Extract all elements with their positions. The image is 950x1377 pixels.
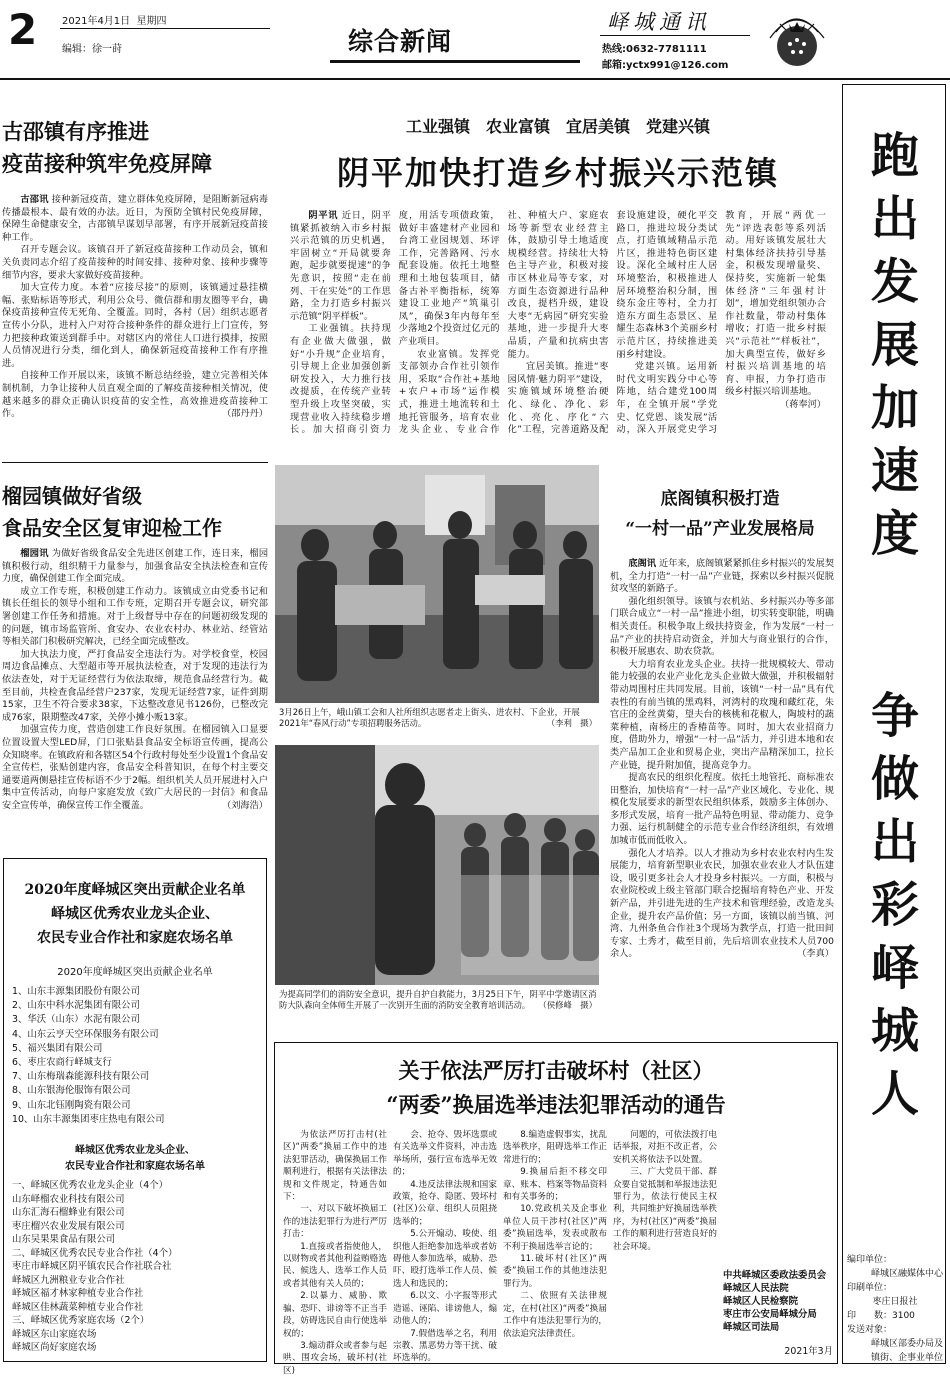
- notice-col: 8.编造虚假事实，扰乱选举秩序，阻碍选举工作正常进行的； 9.换届后拒不移交印章、账本、档案等物品资料和有关事务的； 10.党政机关及企事业单位人员干涉村(社区)“两委”换届选举，发表或散布不利于换届选举言论的； 11.破坏村(社区)“两委”换届工作的其他违法犯罪行为。 二、依照有关法律规定，在村(社区)“两委”换届工作中有违法犯罪行为的，依法追究法律责任。: [503, 1130, 607, 1339]
- colophon: 编印单位： 峄城区融媒体中心 印刷单位： 枣庄日报社 印 数：3100 发送对象： 峄城区部委办局及 镇街、企事业单位: [847, 1255, 943, 1363]
- slogan-char: 争: [870, 688, 919, 744]
- list-item: 4、山东云亨天空环保服务有限公司: [12, 1028, 159, 1040]
- list-item: 峄城区九洲粮业专业合作社: [12, 1274, 125, 1286]
- list-subtitle: 2020年度峄城区突出贡献企业名单: [57, 967, 213, 978]
- list-item: 峄城区佳林蔬菜种植专业合作社: [12, 1301, 144, 1313]
- lead-headline: 阴平加快打造乡村振兴示范镇: [336, 154, 779, 192]
- photo: [275, 465, 599, 703]
- agri-list: [12, 1179, 262, 1355]
- list-item: 山东吴果果食品有限公司: [12, 1234, 116, 1245]
- slogan-char: 展: [870, 317, 919, 373]
- article-title: 古邵镇有序推进: [2, 119, 149, 144]
- lead-kicker: 工业强镇 农业富镇 宜居美镇 党建兴镇: [405, 117, 710, 136]
- list-item: 枣庄榴兴农业发展有限公司: [12, 1220, 125, 1232]
- list-item: 山东峄榴农业科技有限公司: [12, 1193, 125, 1205]
- list-item: 2、山东中科水泥集团有限公司: [12, 1000, 140, 1012]
- slogan-char: 峄: [870, 940, 919, 996]
- article-body: 古邵讯 接种新冠疫苗，建立群体免疫屏障，是阻断新冠病毒传播最根本、最有效的办法。近日，为预防全镇村民免疫屏障，保障生命健康安全，古邵镇早谋划早部署，有序开展新冠疫苗接种工作。 召开专题会议。该镇召开了新冠疫苗接种工作动员会，镇和关负责同志介绍了疫苗接种的时间安排、接种对象、接种步骤等细节内容，要求大家做好疫苗接种。 加大宣传力度。本着“应接尽接”的原则，该镇通过悬挂横幅、张贴标语等形式，利用公众号、微信群和朋友圈等平台，确保疫苗接种宣传无死角、全覆盖。同时，各村（居）组织志愿者宣传小分队，进村入户对符合接种条件的群众进行上门宣传，努力把接种政策送到群手中。对辖区内的常住人口进行摸排，按照人员情况进行分类，细化到人，确保新冠疫苗接种工作有序推进。 自接种工作开展以来，该镇不断总结经验，建立完善相关体制机制，力争让接种人员直观全面的了解疫苗接种相关情况，使越来越多的群众正确认识疫苗的安全性，高效推进疫苗接种工作。 （邵丹丹）: [2, 194, 269, 420]
- slogan-text: [845, 125, 945, 566]
- slogan-text: [845, 685, 945, 1126]
- slogan-char: 城: [870, 1003, 919, 1059]
- list-item: 二、峄城区优秀农民专业合作社（4个）: [12, 1247, 178, 1259]
- notice-col: 问题的，可依法拨打电话举报，对拒不改正者，公安机关将依法予以处置。 三、广大党员干部、群众要自觉抵制和举报违法犯罪行为，依法行使民主权利，共同维护好换届选举秩序，为村(社区)“两委”换届工作的顺利进行营造良好的社会环境。: [613, 1130, 717, 1252]
- list-item: 三、峄城区优秀家庭农场（2个）: [12, 1315, 150, 1326]
- list-item: 5、福兴集团有限公司: [12, 1042, 103, 1054]
- notice-col: 会、抢夺、毁坏选票或有关选举文件资料，冲击选举场所，强行宣布选举无效的； 4.违反法律法规和国家政策，抢夺、隐匿、毁坏村(社区)公章、组织人员阻挠选举的； 5.公开煽动、唆使、组织他人拒绝参加选举或者妨碍他人参加选举，威胁、恐吓、殴打选举工作人员、候选人和选民的； 6.以文、小字报等形式造谣、诬陷、诽谤他人，煽动他人的； 7.假借选举之名，利用宗教、黑恶势力等干扰、破坏选举的。: [393, 1130, 497, 1364]
- slogan-char: 跑: [870, 128, 919, 184]
- article-gubu: [0, 116, 270, 456]
- slogan-char: 彩: [870, 877, 919, 933]
- slogan-line: [845, 125, 945, 566]
- photo-caption: 3月26日上午，峨山镇工会和人社所组织志愿者走上街头、进农村、下企业，开展2021年“春风行动”专项招聘服务活动。 （李利 摄）: [279, 707, 597, 728]
- article-title: “一村一品”产业发展格局: [625, 519, 815, 539]
- list-item: 9、山东北钰刚陶瓷有限公司: [12, 1099, 131, 1111]
- list-item: 峄城区东山家庭农场: [12, 1328, 97, 1340]
- lead-body: 阴平讯 近日，阴平镇紧抓被纳入市乡村振兴示范镇的历史机遇，牢固树立“开局就要奔跑，起步就要提速”的争先意识，按照“走在前列、干在实处”的工作思路，全力打造乡村振兴示范镇“阴平样板”。 工业强镇。扶持现有企业做大做强，做好“小升规”企业培育，引导规上企业加强创新研发投入，大力推行技改提质，在传统产业转型升级上攻坚突破，实现营业收入持续稳步增长。加大招商引资力度，用活专项债政策，做好丰盛建材产业园和台湾工业园规划、环评工作，完善路网、污水配套设施。依托土地整理和土地包装项目，储备古补平衡指标，统筹建设工业地产“筑巢引凤”，确保3年内每年至少落地2个投资过亿元的产业项目。 农业富镇。发挥党支部领办合作社引领作用，采取“合作社+基地+农户+市场”运作模式，推进土地流转和土地托管服务，培育农业龙头企业、专业合作社、种植大户、家庭农场等新型农业经营主体，鼓励引导土地适度规模经营。持续壮大特色主导产业，积极对接市区林业局等专家，对方面生态资源进行品种改良，提档升级，建设大枣“无病园”研究实验基地，进一步提升大枣品质，产量和抗病虫害能力。 宜居美镇。推进“枣园风情·魅力阴平”建设，实施镇域环境整治硬化、绿化、净化、彩化、亮化、序化“六化”工程，完善道路及配套设施建设，硬化平交路口，推进垃圾分类试点，打造镇域精品示范片区，推进特色街区建设。深化全域村庄人居环境整治，积极推进人居环境整治积分制，围绕东金庄等村，全力打造东方面生态景区、星耀生态森林3个美丽乡村示范片区，持续推进美丽乡村建设。 党建兴镇。运用新时代文明实践分中心等阵地，结合建党100周年，在全镇开展“学党史、忆党恩、谈发展”活动，深入开展党史学习教育，开展“两优一先”评选表彰等系列活动。用好该镇发展壮大村集体经济扶持引导基金，积极发现增量奖、保持奖，实施新一轮集体经济“三年强村计划”，增加党组织领办合作社数量，带动村集体增收；打造一批乡村振兴“示范社”“样板社”，加大典型宣传，做好乡村振兴培训基地的培育、申报，力争打造市级乡村振兴培训基地。 （蒋奉河）: [290, 210, 826, 436]
- slogan-char: 做: [870, 751, 919, 807]
- article-liuyuan: [0, 480, 270, 850]
- list-title: 农民专业合作社和家庭农场名单: [37, 930, 233, 946]
- paper-name: 峄城通讯: [607, 10, 711, 34]
- notice-title: “两委”换届选举违法犯罪活动的通告: [386, 1092, 726, 1117]
- notice-title: 关于依法严厉打击破坏村（社区）: [398, 1058, 714, 1083]
- slogan-char: 度: [870, 506, 919, 562]
- notice-issuers: 中共峄城区委政法委员会 峄城区人民法院 峄城区人民检察院 枣庄市公安局峄城分局 峄城区司法局: [723, 1270, 827, 1333]
- list-item: 峄城区福才林家种植专业合作社: [12, 1288, 144, 1299]
- list-item: 10、山东丰源集团枣庄热电有限公司: [12, 1113, 165, 1125]
- list-title: 2020年度峄城区突出贡献企业名单: [24, 882, 246, 898]
- article-body: 榴园讯 为做好省级食品安全先进区创建工作，连日来，榴园镇积极行动，组织精干力量参与，加强食品安全执法检查和宣传力度，确保创建工作全面完成。 成立工作专班，积极创建工作动力。该镇成立由党委书记和镇长任组长的领导小组和工作专班，定期召开专题会议，研究部署创建工作任务和措施。对于上级督导中存在的问题初级发现的的问题，镇市场监管所、食安办、农业农村办、林业站、经管站等相关部门积极研究解决，已经全面完成整改。 加大执法力度，严打食品安全违法行为。对学校食堂，校园周边食品摊点、大型超市等开展执法检查，对于发现的违法行为依法查处，对于无证经营行为依法取缔，规范食品经营行为。截至目前，共检查食品经营户237家，发现无证经营7家，证件到期15家，卫生不符合要求38家，下达整改意见书126份，已整改完成76家，限期整改47家，关停小摊小贩13家。 加强宣传力度，营造创建工作良好氛围。在榴园镇入口显要位置设置大型LED屏，门口张贴县食品安全标语宣传画，提高公众知晓率。在镇政府和各辖区54个行政村每处至少设置1个食品安全宣传栏，张贴创建内容，食品安全科普知识，在每个村主要交通要道两侧悬挂宣传标语不少于2幅。组织机关人员开展进村入户集中宣传活动，向每户家庭发放《致广大居民的一封信》和食品安全宣传单，确保宣传工作全覆盖。 （刘海浩）: [2, 548, 269, 811]
- sidebar-slogan-box: [842, 84, 946, 1364]
- hotline: 热线:0632-7781111: [602, 44, 707, 55]
- article-dige: [604, 484, 836, 1034]
- article-title: 疫苗接种筑牢免疫屏障: [2, 151, 212, 176]
- section-title: 综合新闻: [348, 27, 453, 56]
- list-title: 峄城区优秀农业龙头企业、: [51, 906, 219, 922]
- photo: [275, 745, 599, 985]
- email: 邮箱:yctx991@126.com: [602, 60, 729, 71]
- pomegranate-logo-icon: [756, 2, 838, 74]
- slogan-line: [845, 685, 945, 1126]
- notice-col: 为依法严厉打击村(社区)“两委”换届工作中的违法犯罪活动，确保换届工作顺利进行，根据有关法律法规和文件规定，特通告如下： 一、对以下破坏换届工作的违法犯罪行为进行严厉打击： 1.直接或者指使他人，以财物或者其他利益贿赂选民、候选人、选举工作人员或者其他有关人员的； 2.以暴力、威胁、欺骗、恐吓、诽谤等不正当手段，妨碍选民自由行使选举权的； 3.煽动群众或者参与起哄、围攻会场，破坏村(社区): [283, 1130, 387, 1376]
- article-body: 底阁讯 近年来，底阁镇紧紧抓住乡村振兴的发展契机，全力打造“一村一品”产业链，探索以乡村振兴促脱贫攻坚的新路子。 强化组织领导。该镇与农机站、乡村振兴办等多部门联合成立“一村一品”推进小组，切实转变职能，明确相关责任。积极争取上级扶持资金，作为发展“一村一品”产业的扶持启动资金，并加大与商业银行的合作，积极开展惠农、助农贷款。 大力培育农业龙头企业。扶持一批规模较大、带动能力较强的农业产业化龙头企业做大做强，并积极辐射带动周围村庄共同发展。目前，该镇“一村一品”具有代表性的有前当镇的黑鸡料，河湾村的玫瑰和藏红花，朱官庄的金丝黄菊，望夫台的核桃和花椒人，陶坡村的蔬菜种植，南杨庄的香椿苗等。同时，加大农业招商力度，借助外力，增强“一村一品”活力，并引进本地和农类产品加工企业和贸易企业，突出产品精深加工，拉长产业链，提升附加值，提高竞争力。 提高农民的组织化程度。依托土地管托、商标准农田整治，加快培育“一村一品”产业区域化、专业化、规模化发展要求的新型农民组织体系，鼓励多主体创办、多形式发展，培育一批产品特色明显、带动能力、竞争力强、运行机制健全的示范专业合作经济组织，有效增加城市低而低收入。 强化人才培养。以人才推动为乡村农业农村内生发展能力，培育新型职业农民，加强农业农业人才队伍建设，吸引更多社会人才投身乡村振兴。一方面，积极与农业院校或上级主管部门联合挖掘培育特色产业、开发新产品，并引进先进的生产技术和管理经验，改造龙头企业，提升农产品价值；另一方面，该镇以前当镇、河湾、九州条鱼合作社3个现场为教学点，打造一批田间专家、土秀才，截至目前，先后培训农业技术人员700余人。 （李真）: [610, 558, 835, 960]
- list-item: 山东汇海石榴蜂业有限公司: [12, 1207, 125, 1218]
- list-item: 峄城区尚好家庭农场: [12, 1342, 97, 1353]
- article-title: 底阁镇积极打造: [660, 489, 780, 509]
- article-title: 榴园镇做好省级: [2, 484, 142, 508]
- list-item: 3、华沃（山东）水泥有限公司: [12, 1014, 140, 1026]
- photo-fire-safety: [275, 745, 599, 1035]
- masthead: [0, 0, 950, 82]
- article-title: 食品安全区复审迎检工作: [2, 516, 222, 540]
- issue-date: 2021年4月1日 星期四: [62, 16, 167, 27]
- slogan-char: 出: [870, 814, 919, 870]
- slogan-char: 加: [870, 380, 919, 436]
- honor-list-box: [3, 858, 267, 1362]
- photo-job-fair: [275, 465, 599, 733]
- list-subtitle: 峄城区优秀农业龙头企业、: [75, 1145, 195, 1156]
- list-item: 一、峄城区优秀农业龙头企业（4个）: [12, 1180, 168, 1191]
- page-number: 2: [8, 5, 38, 54]
- lead-article: [280, 108, 836, 458]
- list-item: 1、山东丰源集团股份有限公司: [12, 986, 140, 997]
- photo-caption: 为提高同学们的消防安全意识，提升自护自救能力，3月25日下午，阴平中学邀请区消防大队森向全体师生开展了一次别开生面的消防安全教育培训活动。 （侯修峰 摄）: [279, 989, 597, 1010]
- list-item: 枣庄市峄城区阴平镇农民合作社联合社: [12, 1261, 172, 1272]
- list-item: 7、山东梅瑞森能源科技有限公司: [12, 1071, 150, 1083]
- editor-credit: 编辑：徐一莳: [62, 44, 122, 55]
- slogan-char: 速: [870, 443, 919, 499]
- slogan-char: 发: [870, 254, 919, 310]
- notice-box: [274, 1042, 838, 1376]
- company-list: [12, 985, 262, 1127]
- slogan-char: 人: [870, 1066, 919, 1122]
- slogan-char: 出: [870, 191, 919, 247]
- list-item: 8、山东银海伦服饰有限公司: [12, 1085, 131, 1097]
- list-subtitle: 农民专业合作社和家庭农场名单: [65, 1161, 205, 1172]
- notice-date: 2021年3月: [784, 1346, 833, 1357]
- list-item: 6、枣庄农商行峄城支行: [12, 1057, 112, 1069]
